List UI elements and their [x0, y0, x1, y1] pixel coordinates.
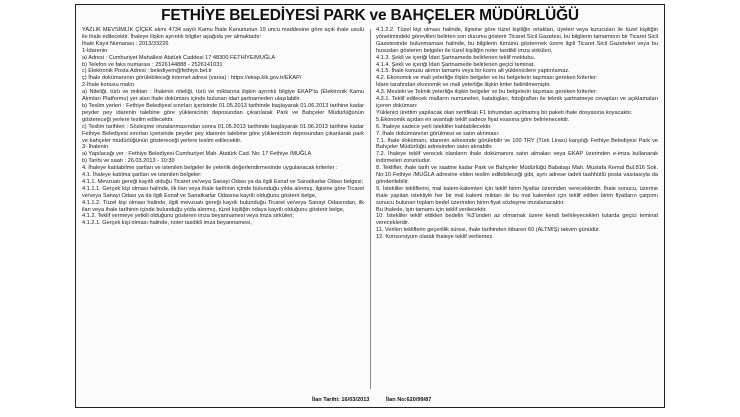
notice-paragraph: 10. İstekliler teklif ettikleri bedelin %3'ünden az olmamak üzere kendi belirleyecekleri tutarda geçici teminat vereceklerdir.	[376, 213, 658, 227]
notice-paragraph: 3- İhalenin	[82, 144, 109, 151]
notice-paragraph: 4.1.1.1. Gerçek kişi olması halinde, ilk ilan veya ihale tarihinin içinde bulunduğu yılda alınmış, ilgisine göre Ticaret ve/veya Sanayi Odası ya da ilgili Esnaf ve Sanatkarlar Odasına kayıtlı olduğunu gösterir belge,	[82, 185, 364, 199]
notice-paragraph: Yüklenici ürettim yapılacak olan sertifikalı F1 tohumdan açılmamış bir paketi ihale dosyasına koyacaktır.	[376, 109, 633, 116]
notice-paragraph: b) Teslim yerleri : Fethiye Belediyesi sınırları içerisinde 01.05.2013 tarihinde başlayarak 01.06.2013 tarihine kadar peyder pey idarenin talebine göre yüklenicinin deposundan çıkarılarak Park ve Bahçeler Müdürlüğünün göstereceği yerlere teslim edilecektir.	[82, 102, 364, 123]
notice-paragraph: 8. Teklifler, ihale tarih ve saatine kadar Park ve Bahçeler Müdürlüğü Babataşı Mah. Mustafa Kemal Bul.816 Sok. No:10 Fethiye /MUĞLA adresine elden teslim edilebileceği gibi, aynı adrese iadeli taahhütlü posta vasıtasıyla da gönderilebilir.	[376, 165, 658, 185]
tender-notice	[75, 4, 665, 408]
right-column	[376, 27, 658, 241]
notice-paragraph: İdare tarafından ekonomik ve mali yeterliğe ilişkin kriter belirtilmemiştir.	[376, 82, 551, 89]
notice-paragraph: a) Niteliği, türü ve miktarı : İhalenin niteliği, türü ve miktarına ilişkin ayrıntılı bilgiye EKAP'ta (Elektronik Kamu Alımları Platformu) yer alan ihale dokümanı içinde bulunan idari şartnameden ulaşılabilir.	[82, 89, 364, 103]
notice-paragraph: 4. İhaleye katılabilme şartları ve istenilen belgeler ile yeterlik değerlendirmesinde uygulanacak kriterler :	[82, 165, 338, 172]
notice-paragraph: 4.1.4. Şekli ve içeriği İdari Şartnamede belirlenen geçici teminat.	[376, 61, 535, 68]
notice-paragraph: c) Teslim tarihleri : Sözleşme imzalanmasından sonra 01.05.2013 tarihinde başlayarak 01.06.2013 tarihine kadar Fethiye Belediyesi sınırları içerisinde peyder pey idarenin talebine göre yüklenicinin deposundan çıkarılarak park ve bahçeler müdürlüğünün göstereceği yerlere teslim edilecektir.	[82, 123, 364, 144]
notice-paragraph: 4.1.2.1. Gerçek kişi olması halinde, noter tasdikli imza beyannamesi,	[82, 220, 252, 227]
notice-paragraph: a) Yapılacağı yer : Fethiye Belediyesi Cumhuriyet Mah. Atatürk Cad. No: 17 Fethiye /MUĞLA	[82, 151, 312, 158]
notice-date: İlan Tarihi: 16/03/2013	[312, 397, 370, 403]
notice-paragraph: a) Adresi : Cumhuriyet Mahallesi Atatürk Caddesi 17 48300 FETHİYE/MUĞLA	[82, 54, 276, 61]
notice-paragraph: 4.3. Mesleki ve Teknik yeterliğe ilişkin belgeler ve bu belgelerin taşıması gereken kriterler:	[376, 89, 598, 96]
notice-paragraph: 4.1.1.2. Tüzel kişi olması halinde, ilgili mevzuatı gereği kayıtlı bulunduğu Ticaret ve/veya Sanayi Odasından, ilk ilan veya ihale tarihinin içinde bulunduğu yılda alınmış, tüzel kişiliğin odaya kayıtlı olduğunu gösterir belge,	[82, 199, 364, 213]
notice-paragraph: 11. Verilen tekliflerin geçerlilik süresi, ihale tarihinden itibaren 60 (ALTMIŞ) takvim günüdür.	[376, 227, 601, 234]
notice-paragraph: İhale Kayıt Numarası : 2013/33226	[82, 40, 169, 47]
notice-paragraph: 4.1.1. Mevzuatı gereği kayıtlı olduğu Ticaret ve/veya Sanayi Odası ya da ilgili Esnaf ve Sanatkarlar Odası belgesi;	[82, 178, 364, 185]
notice-number: İlan No:620/99/87	[386, 397, 432, 403]
notice-paragraph: 9. İstekliler tekliflerini, mal kalem-kalemleri için teklif birim fiyatlar üzerinden vereceklerdir. İhale sonucu, üzerine ihale yapılan istekliyle her bir mal kalemi miktarı ile bu mal kalemleri için teklif edilen birim fiyatların çarpımı sonucu bulunan toplam bedel üzerinden birim fiyat sözleşme imzalanacaktır.	[376, 185, 658, 206]
notice-paragraph: 2-İhale konusu malın	[82, 82, 134, 89]
notice-paragraph: 4.1.3. Şekli ve içeriği İdari Şartnamede belirlenen teklif mektubu.	[376, 54, 536, 61]
notice-paragraph: 4.1. İhaleye katılma şartları ve istenilen belgeler:	[82, 172, 202, 179]
notice-paragraph: YAZLIK MEVSİMLİK ÇİÇEK alımı 4734 sayılı Kamu İhale Kanununun 19 uncu maddesine göre açık ihale usulü ile ihale edilecektir. İhaleye ilişkin ayrıntılı bilgiler aşağıda yer almaktadır:	[82, 27, 364, 40]
notice-paragraph: b) Tarihi ve saatı : 26.03.2013 - 10:30	[82, 158, 175, 165]
notice-title: FETHİYE BELEDİYESİ PARK ve BAHÇELER MÜDÜRLÜĞÜ	[161, 7, 579, 24]
notice-paragraph: 7.1. İhale dokümanı, idarenin adresinde görülebilir ve 100 TRY (Türk Lirası) karşılığı Fethiye Belediyesi Park ve Bahçeler Müdürlüğü adresinden satın alınabilir.	[376, 137, 658, 151]
notice-paragraph: 6. İhaleye sadece yerli istekliler katılabilecektir.	[376, 123, 492, 130]
left-column	[82, 27, 364, 227]
notice-paragraph: Bu ihalede, işin tamamı için teklif verilecektir.	[376, 206, 487, 213]
notice-paragraph: 4.1.2.2. Tüzel kişi olması halinde, ilgisine göre tüzel kişiliğin ortakları, üyeleri veya kurucuları ile tüzel kişiliğin yönetimindeki görevlileri belirten son durumu gösterir Ticaret Sicil Gazetesi, bu bilgilerin tamamının bir Ticaret Sicil Gazetesinde bulunmaması halinde, bu bilgilerin tümünü göstermek üzere ilgili Ticaret Sicil Gazeteleri veya bu hususları gösteren belgeler ile tüzel kişiliğin noter tasdikli imza sirküleri,	[376, 27, 658, 54]
notice-paragraph: 5.Ekonomik açıdan en avantajlı teklif sadece fiyat esasına göre belirlenecektir.	[376, 116, 570, 123]
notice-paragraph: c) Elektronik Posta Adresi : belediyem@fethiye.bel.tr	[82, 68, 213, 75]
notice-paragraph: 4.1.5. İhale konusu alımın tamamı veya bir kısmı alt yüklenicilere yaptırılamaz.	[376, 68, 570, 75]
column-divider	[370, 29, 371, 389]
notice-paragraph: ç) İhale dokümanının görülebileceği internet adresi (varsa) : https://ekap.kik.gov.tr/EKAP/	[82, 75, 302, 82]
notice-paragraph: 7.2. İhaleye teklif verecek olanların ihale dokümanını satın almaları veya EKAP üzerinden e-imza kullanarak indirmeleri zorunludur.	[376, 151, 658, 165]
notice-paragraph: b) Telefon ve faks numarası : 2526144888 - 2526141031	[82, 61, 223, 68]
notice-paragraph: 12. Konsorsiyum olarak ihaleye teklif verilemez.	[376, 234, 494, 241]
notice-paragraph: 1-İdarenin	[82, 47, 108, 54]
notice-paragraph: 4.1.2. Teklif vermeye yetkili olduğunu gösteren imza beyannamesi veya imza sirküleri;	[82, 213, 294, 220]
notice-paragraph: 4.2. Ekonomik ve mali yeterliğe ilişkin belgeler ve bu belgelerin taşıması gereken kriterler:	[376, 75, 598, 82]
notice-paragraph: 4.3.1. Teklif edilecek malların numuneleri, katalogları, fotoğrafları ile teknik şartnameye cevapları ve açıklamaları içeren doküman:	[376, 96, 658, 109]
notice-paragraph: 7. İhale dokümanının görülmesi ve satın alınması:	[376, 130, 500, 137]
